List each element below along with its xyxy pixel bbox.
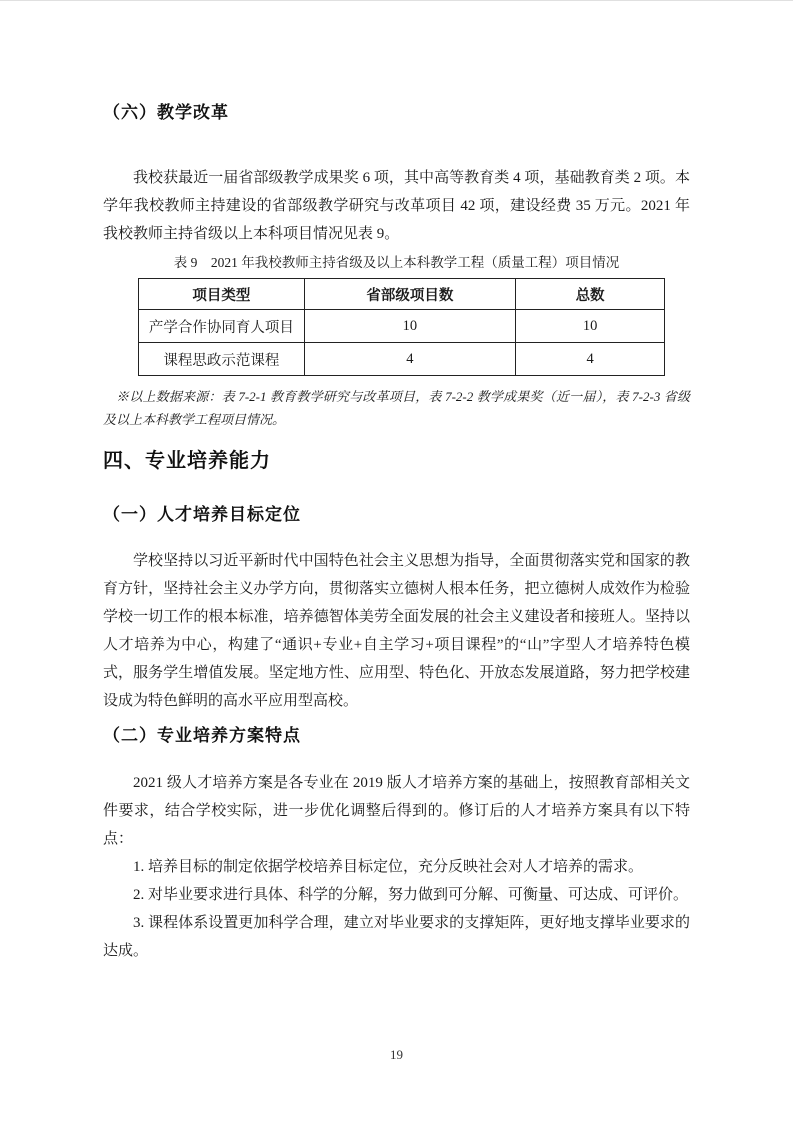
table-cell-project-type: 产学合作协同育人项目 (139, 310, 305, 343)
heading-subsection-2-plan-features: （二）专业培养方案特点 (103, 726, 301, 745)
table-header-provincial-count: 省部级项目数 (304, 279, 515, 310)
table-row (139, 343, 665, 376)
table-9 (138, 278, 665, 376)
paragraph-teaching-reform: 我校获最近一届省部级教学成果奖 6 项，其中高等教育类 4 项，基础教育类 2 项。本学年我校教师主持建设的省部级教学研究与改革项目 42 项，建设经费 35 万元。2021 年我校教师主持省级以上本科项目情况见表 9。 (103, 170, 690, 242)
table-header-row (139, 279, 665, 310)
table-9-caption: 表 9 2021 年我校教师主持省级及以上本科教学工程（质量工程）项目情况 (173, 255, 620, 270)
heading-section-4-training-ability: 四、专业培养能力 (103, 450, 271, 472)
page-number: 19 (390, 1047, 403, 1062)
table-cell-total: 4 (516, 343, 665, 376)
table-cell-provincial-count: 4 (304, 343, 515, 376)
plan-feature-list (103, 853, 690, 965)
table-cell-total: 10 (516, 310, 665, 343)
table-row (139, 310, 665, 343)
paragraph-plan-features: 2021 级人才培养方案是各专业在 2019 版人才培养方案的基础上，按照教育部相关文件要求，结合学校实际，进一步优化调整后得到的。修订后的人才培养方案具有以下特点： (103, 775, 690, 847)
table-header-project-type: 项目类型 (139, 279, 305, 310)
table-header-total: 总数 (516, 279, 665, 310)
table-cell-provincial-count: 10 (304, 310, 515, 343)
table-9-source-note: ※以上数据来源：表 7-2-1 教育教学研究与改革项目，表 7-2-2 教学成果奖（近一届），表 7-2-3 省级及以上本科教学工程项目情况。 (103, 389, 690, 427)
heading-subsection-1-goal-positioning: （一）人才培养目标定位 (103, 505, 301, 524)
list-item-feature-1: 1. 培养目标的制定依据学校培养目标定位，充分反映社会对人才培养的需求。 (133, 859, 644, 875)
page-content (0, 1, 793, 965)
list-item-feature-3: 3. 课程体系设置更加科学合理，建立对毕业要求的支撑矩阵，更好地支撑毕业要求的达成。 (103, 915, 690, 959)
paragraph-goal-positioning: 学校坚持以习近平新时代中国特色社会主义思想为指导，全面贯彻落实党和国家的教育方针，坚持社会主义办学方向，贯彻落实立德树人根本任务，把立德树人成效作为检验学校一切工作的根本标准，培养德智体美劳全面发展的社会主义建设者和接班人。坚持以人才培养为中心，构建了“通识+专业+自主学习+项目课程”的“山”字型人才培养特色模式，服务学生增值发展。坚定地方性、应用型、特色化、开放态发展道路，努力把学校建设成为特色鲜明的高水平应用型高校。 (103, 553, 690, 709)
list-item-feature-2: 2. 对毕业要求进行具体、科学的分解，努力做到可分解、可衡量、可达成、可评价。 (133, 887, 689, 903)
heading-section-6-teaching-reform: （六）教学改革 (103, 103, 229, 122)
table-cell-project-type: 课程思政示范课程 (139, 343, 305, 376)
